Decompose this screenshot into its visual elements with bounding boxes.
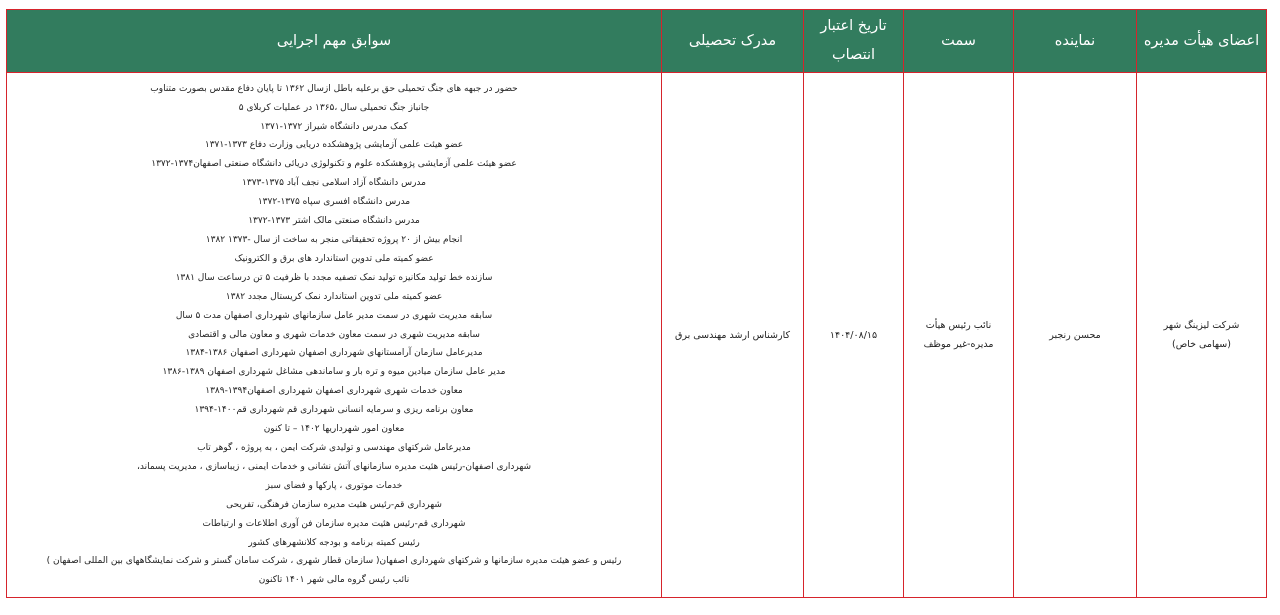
cell-member: شرکت لیزینگ شهر (سهامی خاص) xyxy=(1137,73,1267,598)
history-item: شهرداری قم-رئیس هئیت مدیره سازمان فرهنگی، تفریحی xyxy=(226,499,442,510)
header-members: اعضای هیأت مدیره xyxy=(1137,10,1267,73)
history-item: عضو کمیته ملی تدوین استاندارد های برق و الکترونیک xyxy=(234,253,434,264)
history-item: شهرداری قم-رئیس هئیت مدیره سازمان فن آوری اطلاعات و ارتباطات xyxy=(202,518,466,529)
history-item: عضو هیئت علمی آزمایشی پژوهشکده علوم و تکنولوژی دریائی دانشگاه صنعتی اصفهان۱۳۷۴-۱۳۷۲ xyxy=(151,159,517,170)
history-item: عضو هیئت علمی آزمایشی پژوهشکده دریایی وزارت دفاع ۱۳۷۳-۱۳۷۱ xyxy=(204,140,464,151)
header-education: مدرک تحصیلی xyxy=(662,10,804,73)
history-item: عضو کمیته ملی تدوین استاندارد نمک کریستال مجدد ۱۳۸۲ xyxy=(225,291,443,302)
history-item: مدرس دانشگاه افسری سپاه ۱۳۷۵-۱۳۷۲ xyxy=(257,197,411,208)
history-item: شهرداری اصفهان-رئیس هئیت مدیره سازمانهای آتش نشانی و خدمات ایمنی ، زیباسازی ، مدیریت پسماند، xyxy=(136,461,532,472)
history-item: سابقه مدیریت شهری در سمت مدیر عامل سازمانهای شهرداری اصفهان مدت ۵ سال xyxy=(175,310,493,321)
history-item: نائب رئیس گروه مالی شهر ۱۴۰۱ تاکنون xyxy=(258,575,410,586)
history-item: کمک مدرس دانشگاه شیراز ۱۳۷۲-۱۳۷۱ xyxy=(260,121,408,132)
history-item: مدیرعامل شرکتهای مهندسی و تولیدی شرکت ایمن ، به پروژه ، گوهر تاب xyxy=(197,442,471,453)
history-item: مدرس دانشگاه آزاد اسلامی نجف آباد ۱۳۷۵-۱۳۷۳ xyxy=(242,178,426,189)
header-representative: نماینده xyxy=(1014,10,1137,73)
history-item: معاون خدمات شهری شهرداری اصفهان شهرداری اصفهان۱۳۹۴-۱۳۸۹ xyxy=(205,386,463,397)
header-appointment-validity: تاریخ اعتبار انتصاب xyxy=(804,10,904,73)
history-item: سازنده خط تولید مکانیزه تولید نمک تصفیه مجدد با ظرفیت ۵ تن درساعت سال ۱۳۸۱ xyxy=(175,272,493,283)
history-item: خدمات موتوری ، پارکها و فضای سبز xyxy=(265,480,403,491)
cell-education: کارشناس ارشد مهندسی برق xyxy=(662,73,804,598)
history-item: رئیس کمیته برنامه و بودجه کلانشهرهای کشور xyxy=(248,537,420,548)
board-members-table xyxy=(6,9,1267,598)
history-item: معاون برنامه ریزی و سرمایه انسانی شهرداری قم شهرداری قم۱۴۰۰-۱۳۹۴ xyxy=(194,405,474,416)
history-item: رئیس و عضو هیئت مدیره سازمانها و شرکتهای شهرداری اصفهان( سازمان قطار شهری ، شرکت سامان گستر و شرکت نمایشگاههای بین المللی اصفهان ) xyxy=(46,556,622,567)
history-item: جانباز جنگ تحمیلی سال ،۱۳۶۵ در عملیات کربلای ۵ xyxy=(238,102,430,113)
cell-appointment-validity: ۱۴۰۴/۰۸/۱۵ xyxy=(804,73,904,598)
history-item: معاون امور شهرداریها ۱۴۰۲ – تا کنون xyxy=(263,424,405,435)
table-row xyxy=(7,73,1267,598)
cell-representative: محسن رنجبر xyxy=(1014,73,1137,598)
history-item: حضور در جبهه های جنگ تحمیلی حق برعلیه باطل ازسال ۱۳۶۲ تا پایان دفاع مقدس بصورت متناوب xyxy=(150,83,518,94)
history-item: مدرس دانشگاه صنعتی مالک اشتر ۱۳۷۳-۱۳۷۲ xyxy=(248,216,420,227)
cell-position: نائب رئیس هیأت مدیره-غیر موظف xyxy=(904,73,1014,598)
cell-history xyxy=(7,73,662,598)
header-position: سمت xyxy=(904,10,1014,73)
history-item: انجام بیش از ۲۰ پروژه تحقیقاتی منجر به ساخت از سال -۱۳۷۳ ۱۳۸۲ xyxy=(205,235,463,246)
header-row xyxy=(7,10,1267,73)
history-item: مدیر عامل سازمان میادین میوه و تره بار و ساماندهی مشاغل شهرداری اصفهان ۱۳۸۹-۱۳۸۶ xyxy=(162,367,506,378)
header-history: سوابق مهم اجرایی xyxy=(7,10,662,73)
history-item: سابقه مدیریت شهری در سمت معاون خدمات شهری و معاون مالی و اقتصادی xyxy=(188,329,480,340)
history-item: مدیرعامل سازمان آرامستانهای شهرداری اصفهان شهرداری اصفهان ۱۳۸۶-۱۳۸۴ xyxy=(185,348,483,359)
